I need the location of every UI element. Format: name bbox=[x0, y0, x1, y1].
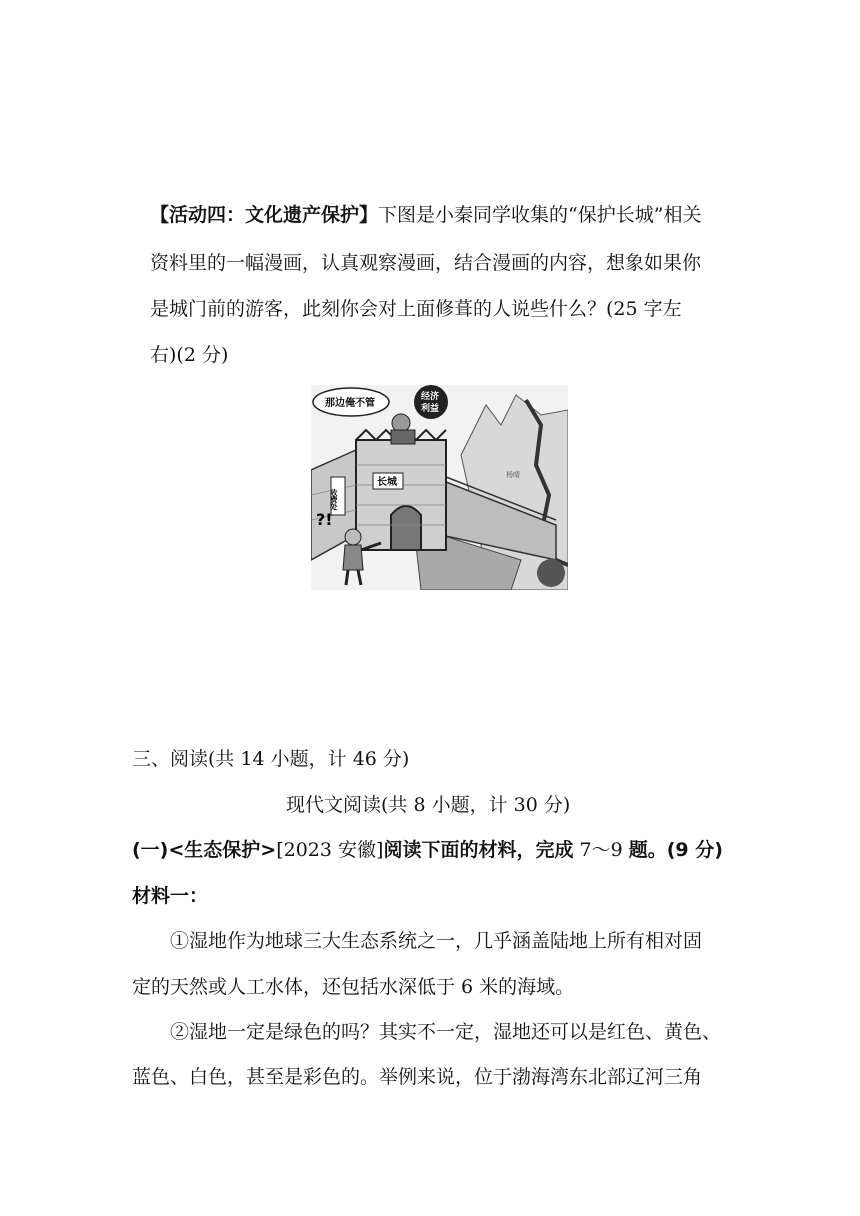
activity-line-2: 资料里的一幅漫画，认真观察漫画，结合漫画的内容，想象如果你 bbox=[150, 252, 702, 274]
paragraph-1-line-1: ①湿地作为地球三大生态系统之一，几乎涵盖陆地上所有相对固 bbox=[170, 930, 703, 952]
part-label: (一)<生态保护> bbox=[132, 839, 277, 861]
part-range: 7～9 bbox=[573, 839, 629, 861]
activity-line-1 bbox=[150, 206, 701, 225]
badge-line-1: 经济 bbox=[421, 392, 440, 402]
paragraph-2-line-2: 蓝色、白色，甚至是彩色的。举例来说，位于渤海湾东北部辽河三角 bbox=[132, 1066, 703, 1088]
tourist-exclamation: ?! bbox=[316, 510, 333, 529]
activity-line-4: 右)(2 分) bbox=[150, 344, 229, 366]
section-subheading: 现代文阅读(共 8 小题，计 30 分) bbox=[286, 794, 571, 816]
activity-title: 【活动四：文化遗产保护】 bbox=[150, 204, 379, 226]
paragraph-2-line-1: ②湿地一定是绿色的吗？其实不一定，湿地还可以是红色、黄色、 bbox=[170, 1021, 722, 1043]
part-heading bbox=[132, 841, 723, 860]
part-source: [2023 安徽] bbox=[276, 839, 384, 861]
paragraph-1-line-2: 定的天然或人工水体，还包括水深低于 6 米的海域。 bbox=[132, 976, 575, 998]
part-tail: 题。(9 分) bbox=[628, 839, 723, 861]
great-wall-cartoon bbox=[311, 385, 568, 590]
section-heading: 三、阅读(共 14 小题，计 46 分) bbox=[132, 748, 410, 770]
speech-bubble-text: 那边俺不管 bbox=[325, 398, 375, 409]
toll-booth-sign: 收费处 bbox=[330, 489, 338, 510]
activity-prompt-start: 下图是小秦同学收集的“保护长城”相关 bbox=[378, 204, 702, 226]
great-wall-sign: 长城 bbox=[377, 477, 397, 488]
artist-signature: 杨晴 bbox=[506, 471, 520, 479]
part-instruction: 阅读下面的材料，完成 bbox=[383, 839, 574, 861]
activity-line-3: 是城门前的游客，此刻你会对上面修葺的人说些什么？(25 字左 bbox=[150, 298, 682, 320]
badge-line-2: 利益 bbox=[421, 404, 440, 414]
material-label: 材料一： bbox=[132, 885, 209, 907]
